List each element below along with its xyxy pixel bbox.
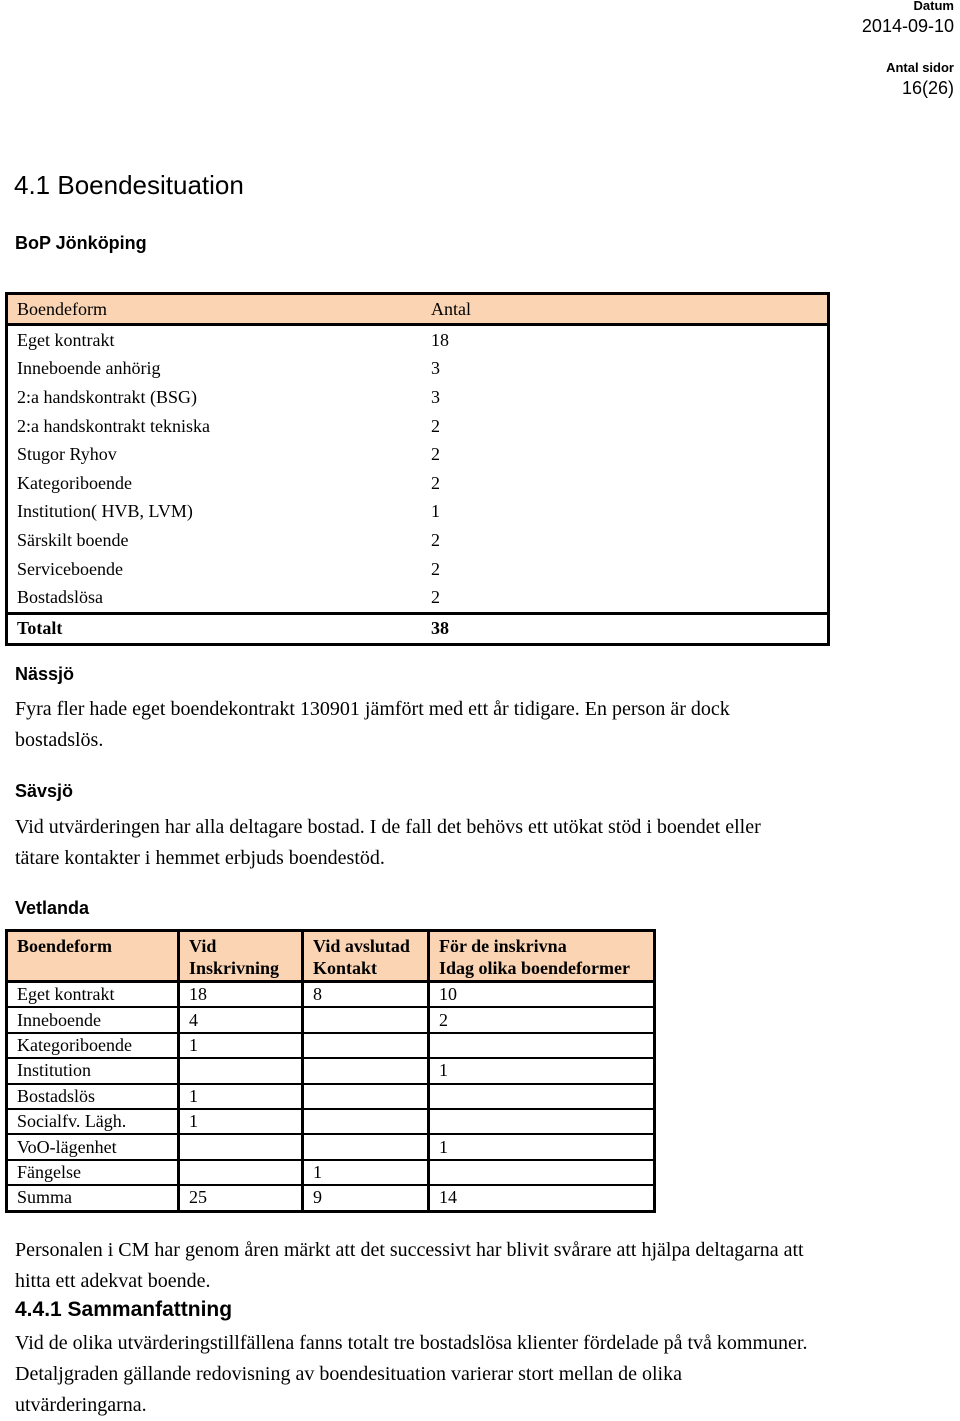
table-cell: Inneboende [7,1007,179,1032]
table-row [7,982,655,1008]
table-cell [429,1109,655,1134]
total-value: 38 [427,613,829,644]
table-row [7,440,829,469]
t2-header-boendeform [7,931,179,982]
date-label: Datum [913,0,954,13]
table-cell: Institution( HVB, LVM) [17,501,193,522]
t1-header-boendeform: Boendeform [7,294,428,325]
table-cell: 2 [429,1007,655,1032]
total-label: Totalt [7,613,428,644]
date-value: 2014-09-10 [861,16,954,36]
t2-header-inskrivning [179,931,303,982]
table-cell: 18 [179,982,303,1008]
nassjo-heading: Nässjö [15,664,75,684]
table-cell: Kategoriboende [17,472,132,493]
table-row [7,355,829,384]
table-cell: 1 [429,1058,655,1083]
header-line: Kontakt [313,958,378,978]
summary-heading: 4.4.1 Sammanfattning [15,1298,233,1321]
table-cell: 2 [431,444,440,465]
table-cell: 3 [431,386,440,407]
table-row [7,1033,655,1058]
table-cell: Institution [7,1058,179,1083]
savsjo-heading: Sävsjö [15,781,74,801]
table-cell [179,1058,303,1083]
vetlanda-heading: Vetlanda [15,898,90,918]
table-cell: Eget kontrakt [17,329,115,350]
header-line: Vid [189,936,217,956]
t2-header-avslutad [303,931,429,982]
section-title: 4.1 Boendesituation [14,170,244,200]
table-cell [303,1109,429,1134]
table-row [7,555,829,584]
table-row [7,1058,655,1083]
table-cell: Socialfv. Lägh. [7,1109,179,1134]
table-row [7,526,829,555]
table-cell: Bostadslös [7,1084,179,1109]
table-row [7,412,829,441]
table-cell: 1 [179,1084,303,1109]
nassjo-text: Fyra fler hade eget boendekontrakt 130901 jämfört med ett år tidigare. En person är dock bostadslös. [15,698,730,751]
table-cell: Särskilt boende [17,529,129,550]
table-cell [179,1134,303,1159]
table-cell: 25 [179,1185,303,1211]
table-row [7,498,829,527]
pages-label: Antal sidor [886,60,954,75]
summary-text: Vid de olika utvärderingstillfällena fanns totalt tre bostadslösa klienter fördelade på två kommuner. Detaljgraden gällande redovisning av boendesituation varierar stort mellan de olika utvärderingarna. [15,1332,808,1416]
table-cell: 3 [431,358,440,379]
table-cell: 9 [303,1185,429,1211]
savsjo-text: Vid utvärderingen har alla deltagare bostad. I de fall det behövs ett utökat stöd i boendet eller tätare kontakter i hemmet erbjuds boendestöd. [15,816,761,869]
table-row [7,1134,655,1159]
table-row [7,1185,655,1211]
table-cell: Summa [7,1185,179,1211]
table-cell: 2 [431,558,440,579]
table-row [7,583,829,613]
table-cell: 2:a handskontrakt tekniska [17,415,210,436]
table-cell: 4 [179,1007,303,1032]
jonkoping-heading: BoP Jönköping [15,233,147,253]
table-cell: 2:a handskontrakt (BSG) [17,386,197,407]
table-cell: 1 [179,1109,303,1134]
table-cell [179,1160,303,1185]
table-cell: 18 [431,329,449,350]
table-row [7,1109,655,1134]
jonkoping-table [5,292,830,646]
table-cell [429,1084,655,1109]
table-cell: 2 [431,472,440,493]
table-cell: Kategoriboende [7,1033,179,1058]
table-cell: Inneboende anhörig [17,358,161,379]
header-line: Idag olika boendeformer [439,958,630,978]
table-cell: Eget kontrakt [17,984,115,1005]
table-row [7,325,829,355]
t1-header-antal: Antal [427,294,829,325]
table-cell [429,1160,655,1185]
table-cell [303,1058,429,1083]
table-cell: 1 [303,1160,429,1185]
table-cell [303,1007,429,1032]
vetlanda-table [5,929,656,1213]
pages-value: 16(26) [901,78,954,98]
table-cell [429,1033,655,1058]
table-cell: 1 [431,501,440,522]
table-cell: Fängelse [7,1160,179,1185]
table-cell [303,1033,429,1058]
table-cell [303,1084,429,1109]
table-cell: 2 [431,415,440,436]
table-cell: VoO-lägenhet [7,1134,179,1159]
table-cell [303,1134,429,1159]
table-cell: 1 [179,1033,303,1058]
table-row [7,383,829,412]
table-row [7,469,829,498]
table-cell: 1 [429,1134,655,1159]
table-cell: 10 [429,982,655,1008]
table-cell: 2 [431,529,440,550]
table-cell: Bostadslösa [17,587,104,608]
table-row [7,1007,655,1032]
table-total-row [7,613,829,644]
table-cell: Serviceboende [17,558,123,579]
table-row [7,1160,655,1185]
table-row [7,1084,655,1109]
table-cell: 8 [303,982,429,1008]
header-line: För de inskrivna [439,936,567,956]
table-cell: Stugor Ryhov [17,444,117,465]
table-cell: 14 [429,1185,655,1211]
header-line: Vid avslutad [313,936,410,956]
t2-header-idag [429,931,655,982]
header-line: Inskrivning [189,958,280,978]
header-line: Boendeform [17,936,112,956]
table-cell: 2 [431,587,440,608]
personal-text: Personalen i CM har genom åren märkt att det successivt har blivit svårare att hjälpa deltagarna att hitta ett adekvat boende. [15,1239,804,1292]
